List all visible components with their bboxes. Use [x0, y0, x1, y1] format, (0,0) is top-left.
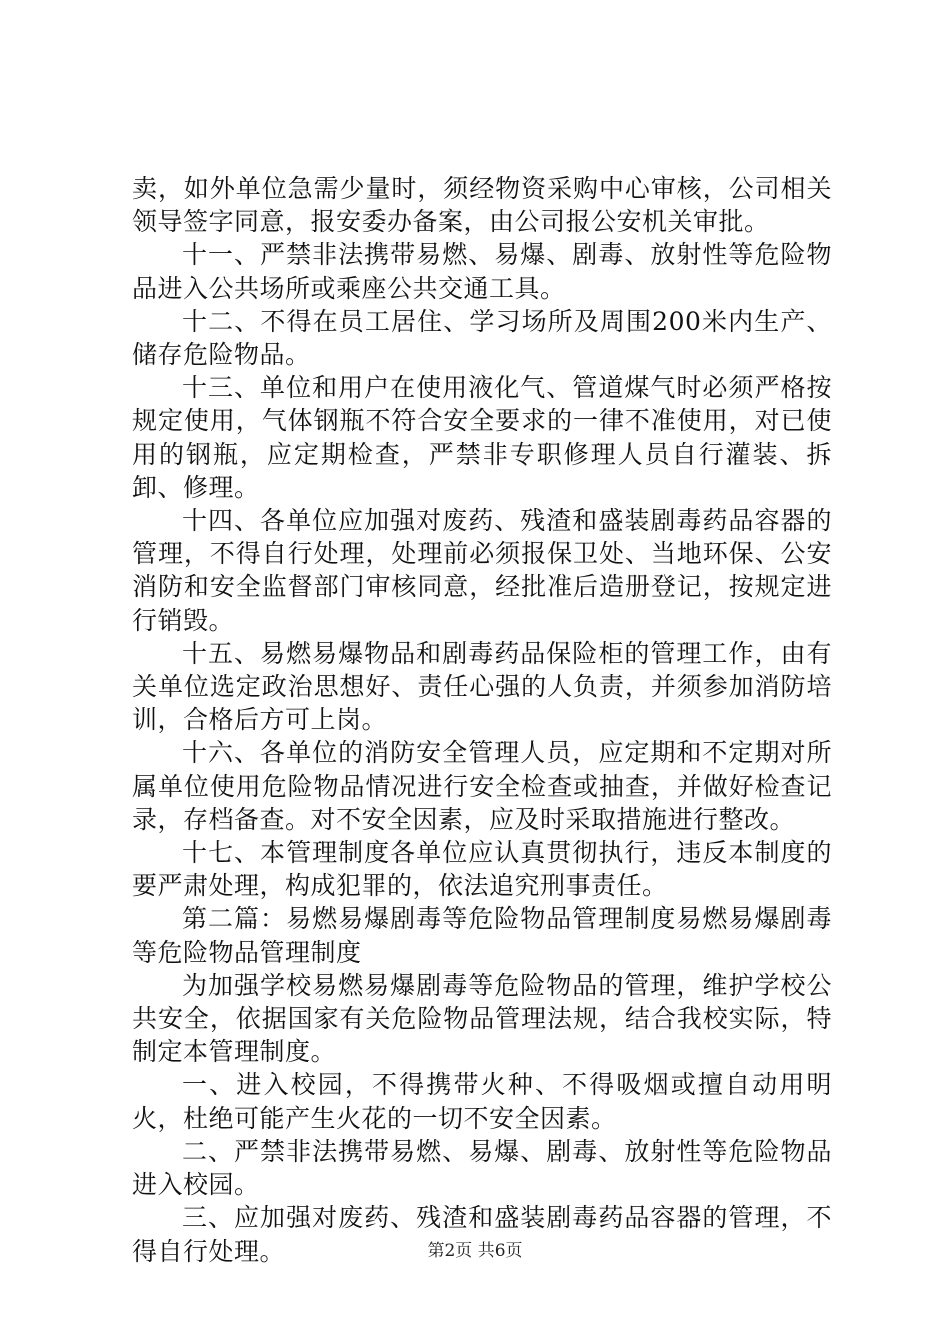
section-heading: 第二篇：易燃易爆剧毒等危险物品管理制度易燃易爆剧毒等危险物品管理制度 — [132, 904, 832, 967]
paragraph-continuation: 卖，如外单位急需少量时，须经物资采购中心审核，公司相关领导签字同意，报安委办备案，由公司报公安机关审批。 — [132, 174, 832, 237]
paragraph-intro: 为加强学校易燃易爆剧毒等危险物品的管理，维护学校公共安全，依据国家有关危险物品管理法规，结合我校实际，特制定本管理制度。 — [132, 970, 832, 1067]
paragraph-item-12: 十二、不得在员工居住、学习场所及周围200米内生产、储存危险物品。 — [132, 306, 832, 370]
paragraph-item-11: 十一、严禁非法携带易燃、易爆、剧毒、放射性等危险物品进入公共场所或乘座公共交通工具。 — [132, 240, 832, 303]
document-body — [132, 172, 832, 1268]
paragraph-item-16: 十六、各单位的消防安全管理人员，应定期和不定期对所属单位使用危险物品情况进行安全检查或抽查，并做好检查记录，存档备查。对不安全因素，应及时采取措施进行整改。 — [132, 738, 832, 834]
paragraph-item-17: 十七、本管理制度各单位应认真贯彻执行，违反本制度的要严肃处理，构成犯罪的，依法追究刑事责任。 — [132, 838, 832, 901]
paragraph-rule-3: 三、应加强对废药、残渣和盛装剧毒药品容器的管理，不得自行处理。 — [132, 1203, 832, 1266]
paragraph-rule-2: 二、严禁非法携带易燃、易爆、剧毒、放射性等危险物品进入校园。 — [132, 1136, 832, 1200]
paragraph-item-14: 十四、各单位应加强对废药、残渣和盛装剧毒药品容器的管理，不得自行处理，处理前必须报保卫处、当地环保、公安消防和安全监督部门审核同意，经批准后造册登记，按规定进行销毁。 — [132, 506, 832, 635]
paragraph-rule-1: 一、进入校园，不得携带火种、不得吸烟或擅自动用明火，杜绝可能产生火花的一切不安全因素。 — [132, 1070, 832, 1133]
paragraph-item-13: 十三、单位和用户在使用液化气、管道煤气时必须严格按规定使用，气体钢瓶不符合安全要求的一律不准使用，对已使用的钢瓶，应定期检查，严禁非专职修理人员自行灌装、拆卸、修理。 — [132, 373, 832, 502]
paragraph-item-15: 十五、易燃易爆物品和剧毒药品保险柜的管理工作，由有关单位选定政治思想好、责任心强的人负责，并须参加消防培训，合格后方可上岗。 — [132, 638, 832, 735]
page-footer: 第2页 共6页 — [427, 1241, 523, 1261]
